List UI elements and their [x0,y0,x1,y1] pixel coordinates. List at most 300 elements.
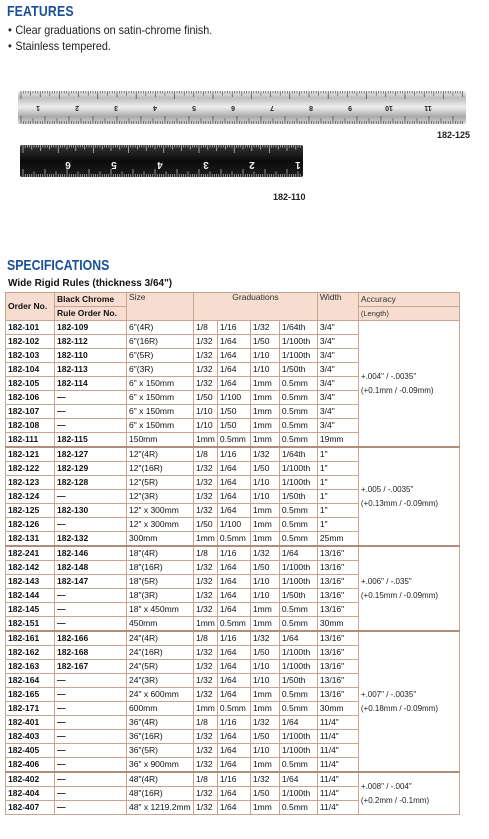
width-cell: 13/16" [317,603,358,617]
rule-numeral: 4 [157,159,163,170]
graduation-2-cell: 0.5mm [217,532,250,547]
accuracy-cell [358,447,459,546]
graduation-3-cell: 1/50 [250,787,279,801]
order-no-cell: 182-407 [6,801,55,815]
rule-numeral: 6 [65,159,71,170]
black-chrome-cell: 182-167 [55,660,127,674]
graduation-3-cell: 1/50 [250,462,279,476]
size-cell: 6"(3R) [127,363,194,377]
black-chrome-cell: — [55,490,127,504]
order-no-cell: 182-144 [6,589,55,603]
order-no-cell: 182-401 [6,716,55,730]
width-cell: 13/16" [317,674,358,688]
order-no-cell: 182-405 [6,744,55,758]
order-no-cell: 182-126 [6,518,55,532]
graduation-4-cell: 1/100th [279,462,317,476]
graduation-4-cell: 1/100th [279,787,317,801]
graduation-4-cell: 0.5mm [279,504,317,518]
size-cell: 48"(16R) [127,787,194,801]
width-cell: 13/16" [317,688,358,702]
graduation-3-cell: 1mm [250,377,279,391]
graduation-2-cell: 1/64 [217,674,250,688]
header-order-no: Order No. [6,293,55,321]
size-cell: 6" x 150mm [127,419,194,433]
black-chrome-cell: 182-115 [55,433,127,448]
graduation-1-cell: 1/32 [194,758,218,773]
order-no-cell: 182-404 [6,787,55,801]
black-chrome-cell: — [55,674,127,688]
table-row [6,772,460,787]
width-cell: 13/16" [317,646,358,660]
graduation-1-cell: 1mm [194,433,218,448]
black-chrome-cell: — [55,772,127,787]
graduation-4-cell: 1/100th [279,349,317,363]
graduation-2-cell: 1/64 [217,758,250,773]
graduation-3-cell: 1/10 [250,589,279,603]
size-cell: 6"(4R) [127,321,194,335]
graduation-4-cell: 1/50th [279,490,317,504]
graduation-1-cell: 1/32 [194,504,218,518]
graduation-3-cell: 1/50 [250,730,279,744]
accuracy-metric: (+0.1mm / -0.09mm) [360,385,434,395]
order-no-cell: 182-151 [6,617,55,632]
size-cell: 450mm [127,617,194,632]
black-chrome-cell: — [55,603,127,617]
order-no-cell: 182-164 [6,674,55,688]
graduation-1-cell: 1/10 [194,405,218,419]
width-cell: 13/16" [317,546,358,561]
width-cell: 13/16" [317,561,358,575]
width-cell: 11/4" [317,744,358,758]
width-cell: 11/4" [317,801,358,815]
graduation-2-cell: 1/64 [217,462,250,476]
black-chrome-cell: — [55,801,127,815]
graduation-1-cell: 1mm [194,702,218,716]
accuracy-cell [358,772,459,815]
graduation-1-cell: 1/32 [194,335,218,349]
graduation-4-cell: 1/50th [279,674,317,688]
width-cell: 1" [317,447,358,462]
header-size: Size [127,293,194,321]
black-chrome-rule-graduations [20,145,303,177]
graduation-1-cell: 1/50 [194,518,218,532]
graduation-4-cell: 0.5mm [279,419,317,433]
graduation-1-cell: 1/8 [194,772,218,787]
graduation-3-cell: 1mm [250,617,279,632]
graduation-2-cell: 1/16 [217,716,250,730]
size-cell: 6"(16R) [127,335,194,349]
graduation-3-cell: 1/32 [250,447,279,462]
graduation-1-cell: 1/32 [194,575,218,589]
width-cell: 1" [317,476,358,490]
size-cell: 18" x 450mm [127,603,194,617]
order-no-cell: 182-161 [6,631,55,646]
accuracy-metric: (+0.2mm / -0.1mm) [360,795,430,805]
graduation-4-cell: 0.5mm [279,532,317,547]
width-cell: 3/4" [317,349,358,363]
black-chrome-cell: 182-109 [55,321,127,335]
black-chrome-cell: — [55,391,127,405]
size-cell: 6" x 150mm [127,377,194,391]
width-cell: 1" [317,504,358,518]
rule-numeral: 2 [249,159,255,170]
graduation-4-cell: 0.5mm [279,603,317,617]
size-cell: 24"(4R) [127,631,194,646]
black-chrome-cell: 182-113 [55,363,127,377]
size-cell: 18"(4R) [127,546,194,561]
width-cell: 11/4" [317,758,358,773]
order-no-cell: 182-107 [6,405,55,419]
order-no-cell: 182-145 [6,603,55,617]
image-caption: 182-110 [273,192,306,202]
graduation-1-cell: 1mm [194,617,218,632]
width-cell: 1" [317,462,358,476]
order-no-cell: 182-124 [6,490,55,504]
graduation-2-cell: 1/16 [217,321,250,335]
graduation-4-cell: 1/50th [279,363,317,377]
specifications-heading: SPECIFICATIONS [7,257,110,274]
size-cell: 12"(3R) [127,490,194,504]
graduation-4-cell: 1/64th [279,447,317,462]
size-cell: 12" x 300mm [127,518,194,532]
size-cell: 36"(16R) [127,730,194,744]
size-cell: 12"(16R) [127,462,194,476]
graduation-4-cell: 1/100th [279,561,317,575]
black-chrome-cell: 182-148 [55,561,127,575]
size-cell: 24"(3R) [127,674,194,688]
graduation-1-cell: 1/8 [194,631,218,646]
graduation-4-cell: 1/64 [279,716,317,730]
rule-numeral: 5 [111,159,117,170]
order-no-cell: 182-108 [6,419,55,433]
size-cell: 36"(5R) [127,744,194,758]
graduation-4-cell: 0.5mm [279,702,317,716]
width-cell: 1" [317,518,358,532]
size-cell: 24"(5R) [127,660,194,674]
black-chrome-cell: 182-147 [55,575,127,589]
graduation-2-cell: 1/64 [217,349,250,363]
graduation-2-cell: 1/16 [217,772,250,787]
header-width: Width [317,293,358,321]
graduation-4-cell: 1/100th [279,646,317,660]
graduation-1-cell: 1/8 [194,716,218,730]
graduation-4-cell: 1/100th [279,335,317,349]
size-cell: 12"(5R) [127,476,194,490]
graduation-1-cell: 1/32 [194,462,218,476]
size-cell: 600mm [127,702,194,716]
accuracy-cell [358,546,459,631]
black-chrome-cell: — [55,716,127,730]
graduation-2-cell: 0.5mm [217,702,250,716]
black-chrome-cell: 182-127 [55,447,127,462]
graduation-1-cell: 1/32 [194,589,218,603]
black-chrome-rule-image [20,145,303,177]
graduation-2-cell: 1/64 [217,660,250,674]
table-row [6,546,460,561]
black-chrome-cell: — [55,730,127,744]
accuracy-metric: (+0.15mm / -0.09mm) [360,590,439,600]
order-no-cell: 182-123 [6,476,55,490]
header-graduations: Graduations [194,293,318,321]
graduation-1-cell: 1/32 [194,377,218,391]
graduation-2-cell: 1/64 [217,575,250,589]
rule-numeral: 4 [153,104,157,111]
black-chrome-cell: — [55,405,127,419]
order-no-cell: 182-163 [6,660,55,674]
order-no-cell: 182-131 [6,532,55,547]
graduation-1-cell: 1/32 [194,561,218,575]
graduation-2-cell: 1/64 [217,490,250,504]
order-no-cell: 182-162 [6,646,55,660]
black-chrome-cell: — [55,744,127,758]
graduation-2-cell: 1/64 [217,335,250,349]
width-cell: 3/4" [317,405,358,419]
rule-numeral: 7 [270,104,274,111]
accuracy-cell [358,321,459,448]
graduation-2-cell: 1/100 [217,391,250,405]
graduation-4-cell: 1/64 [279,631,317,646]
accuracy-cell [358,631,459,772]
accuracy-inch: +.006" / -.035" [360,576,412,586]
width-cell: 25mm [317,532,358,547]
width-cell: 11/4" [317,730,358,744]
black-chrome-cell: — [55,589,127,603]
size-cell: 48" x 1219.2mm [127,801,194,815]
graduation-4-cell: 0.5mm [279,758,317,773]
width-cell: 3/4" [317,419,358,433]
graduation-3-cell: 1mm [250,688,279,702]
rule-numeral: 6 [231,104,235,111]
graduation-4-cell: 1/100th [279,744,317,758]
order-no-cell: 182-122 [6,462,55,476]
width-cell: 13/16" [317,589,358,603]
width-cell: 3/4" [317,377,358,391]
graduation-3-cell: 1mm [250,532,279,547]
rule-numeral: 9 [348,104,352,111]
graduation-2-cell: 0.5mm [217,617,250,632]
graduation-2-cell: 1/16 [217,447,250,462]
black-chrome-cell: 182-166 [55,631,127,646]
size-cell: 300mm [127,532,194,547]
graduation-2-cell: 1/64 [217,561,250,575]
graduation-1-cell: 1/32 [194,744,218,758]
graduation-4-cell: 1/100th [279,730,317,744]
graduation-4-cell: 0.5mm [279,433,317,448]
graduation-2-cell: 1/16 [217,631,250,646]
order-no-cell: 182-103 [6,349,55,363]
graduation-4-cell: 0.5mm [279,377,317,391]
width-cell: 11/4" [317,716,358,730]
graduation-3-cell: 1/10 [250,349,279,363]
order-no-cell: 182-104 [6,363,55,377]
graduation-4-cell: 0.5mm [279,688,317,702]
graduation-1-cell: 1/32 [194,476,218,490]
size-cell: 6"(5R) [127,349,194,363]
graduation-1-cell: 1/8 [194,321,218,335]
graduation-3-cell: 1mm [250,603,279,617]
rule-numeral: 10 [385,104,393,111]
rule-numeral: 3 [114,104,118,111]
rule-numeral: 8 [309,104,313,111]
table-row [6,321,460,335]
width-cell: 3/4" [317,363,358,377]
graduation-3-cell: 1/32 [250,716,279,730]
size-cell: 18"(3R) [127,589,194,603]
graduation-1-cell: 1/10 [194,419,218,433]
graduation-3-cell: 1/10 [250,744,279,758]
graduation-2-cell: 1/64 [217,363,250,377]
rule-numeral: 1 [295,159,301,170]
graduation-1-cell: 1/8 [194,546,218,561]
size-cell: 18"(16R) [127,561,194,575]
graduation-2-cell: 1/64 [217,603,250,617]
graduation-2-cell: 0.5mm [217,433,250,448]
header-accuracy: Accuracy [358,293,459,307]
size-cell: 6" x 150mm [127,391,194,405]
graduation-1-cell: 1mm [194,532,218,547]
size-cell: 36" x 900mm [127,758,194,773]
graduation-3-cell: 1/10 [250,490,279,504]
graduation-1-cell: 1/32 [194,490,218,504]
graduation-2-cell: 1/64 [217,730,250,744]
width-cell: 11/4" [317,772,358,787]
black-chrome-cell: 182-129 [55,462,127,476]
graduation-1-cell: 1/32 [194,688,218,702]
graduation-2-cell: 1/64 [217,744,250,758]
width-cell: 19mm [317,433,358,448]
black-chrome-cell: — [55,787,127,801]
feature-item: • Stainless tempered. [8,38,212,54]
order-no-cell: 182-406 [6,758,55,773]
width-cell: 1" [317,490,358,504]
graduation-3-cell: 1/10 [250,674,279,688]
black-chrome-cell: — [55,419,127,433]
black-chrome-cell: 182-130 [55,504,127,518]
order-no-cell: 182-402 [6,772,55,787]
header-accuracy-length: (Length) [358,307,459,321]
graduation-1-cell: 1/32 [194,660,218,674]
graduation-3-cell: 1/10 [250,575,279,589]
rule-numeral: 11 [424,104,432,111]
size-cell: 36"(4R) [127,716,194,730]
size-cell: 18"(5R) [127,575,194,589]
accuracy-inch: +.004" / -.0035" [360,371,417,381]
order-no-cell: 182-125 [6,504,55,518]
graduation-1-cell: 1/32 [194,801,218,815]
black-chrome-cell: — [55,688,127,702]
order-no-cell: 182-105 [6,377,55,391]
width-cell: 13/16" [317,575,358,589]
header-black-chrome: Black Chrome [55,293,127,307]
black-chrome-cell: 182-112 [55,335,127,349]
feature-item: • Clear graduations on satin-chrome finish. [8,22,212,38]
graduation-3-cell: 1mm [250,801,279,815]
graduation-3-cell: 1/10 [250,476,279,490]
width-cell: 3/4" [317,391,358,405]
graduation-3-cell: 1mm [250,419,279,433]
graduation-4-cell: 1/64 [279,772,317,787]
graduation-3-cell: 1mm [250,405,279,419]
graduation-3-cell: 1/10 [250,660,279,674]
graduation-2-cell: 1/64 [217,646,250,660]
graduation-2-cell: 1/64 [217,377,250,391]
width-cell: 3/4" [317,321,358,335]
order-no-cell: 182-171 [6,702,55,716]
order-no-cell: 182-106 [6,391,55,405]
order-no-cell: 182-403 [6,730,55,744]
graduation-2-cell: 1/64 [217,688,250,702]
black-chrome-cell: — [55,518,127,532]
black-chrome-cell: 182-128 [55,476,127,490]
size-cell: 12" x 300mm [127,504,194,518]
graduation-3-cell: 1/32 [250,321,279,335]
table-row [6,631,460,646]
graduation-4-cell: 0.5mm [279,518,317,532]
satin-chrome-rule-graduations [18,91,466,124]
graduation-2-cell: 1/50 [217,405,250,419]
width-cell: 11/4" [317,787,358,801]
black-chrome-cell: 182-168 [55,646,127,660]
graduation-2-cell: 1/64 [217,504,250,518]
accuracy-metric: (+0.18mm / -0.09mm) [360,703,439,713]
table-row [6,447,460,462]
graduation-3-cell: 1mm [250,518,279,532]
graduation-2-cell: 1/50 [217,419,250,433]
size-cell: 6" x 150mm [127,405,194,419]
graduation-3-cell: 1/50 [250,561,279,575]
graduation-2-cell: 1/16 [217,546,250,561]
graduation-4-cell: 1/64 [279,546,317,561]
order-no-cell: 182-241 [6,546,55,561]
black-chrome-cell: — [55,702,127,716]
rule-numeral: 2 [75,104,79,111]
graduation-1-cell: 1/32 [194,603,218,617]
graduation-4-cell: 1/100th [279,660,317,674]
graduation-4-cell: 1/50th [279,589,317,603]
black-chrome-cell: 182-146 [55,546,127,561]
graduation-3-cell: 1mm [250,391,279,405]
graduation-3-cell: 1/32 [250,631,279,646]
width-cell: 13/16" [317,660,358,674]
accuracy-metric: (+0.13mm / -0.09mm) [360,498,439,508]
size-cell: 150mm [127,433,194,448]
image-caption: 182-125 [437,130,471,140]
graduation-3-cell: 1mm [250,504,279,518]
accuracy-inch: +.005 / -.0035" [360,484,414,494]
graduation-1-cell: 1/32 [194,646,218,660]
graduation-4-cell: 0.5mm [279,405,317,419]
black-chrome-cell: 182-132 [55,532,127,547]
graduation-1-cell: 1/32 [194,349,218,363]
graduation-3-cell: 1mm [250,433,279,448]
graduation-4-cell: 1/64th [279,321,317,335]
black-chrome-cell: 182-114 [55,377,127,391]
graduation-1-cell: 1/32 [194,730,218,744]
order-no-cell: 182-111 [6,433,55,448]
graduation-4-cell: 0.5mm [279,801,317,815]
width-cell: 3/4" [317,335,358,349]
table-subtitle: Wide Rigid Rules (thickness 3/64") [8,278,173,289]
order-no-cell: 182-121 [6,447,55,462]
graduation-3-cell: 1mm [250,702,279,716]
graduation-2-cell: 1/64 [217,787,250,801]
graduation-3-cell: 1/32 [250,546,279,561]
rule-numeral: 5 [192,104,196,111]
width-cell: 30mm [317,702,358,716]
graduation-1-cell: 1/32 [194,674,218,688]
graduation-3-cell: 1mm [250,758,279,773]
graduation-2-cell: 1/100 [217,518,250,532]
